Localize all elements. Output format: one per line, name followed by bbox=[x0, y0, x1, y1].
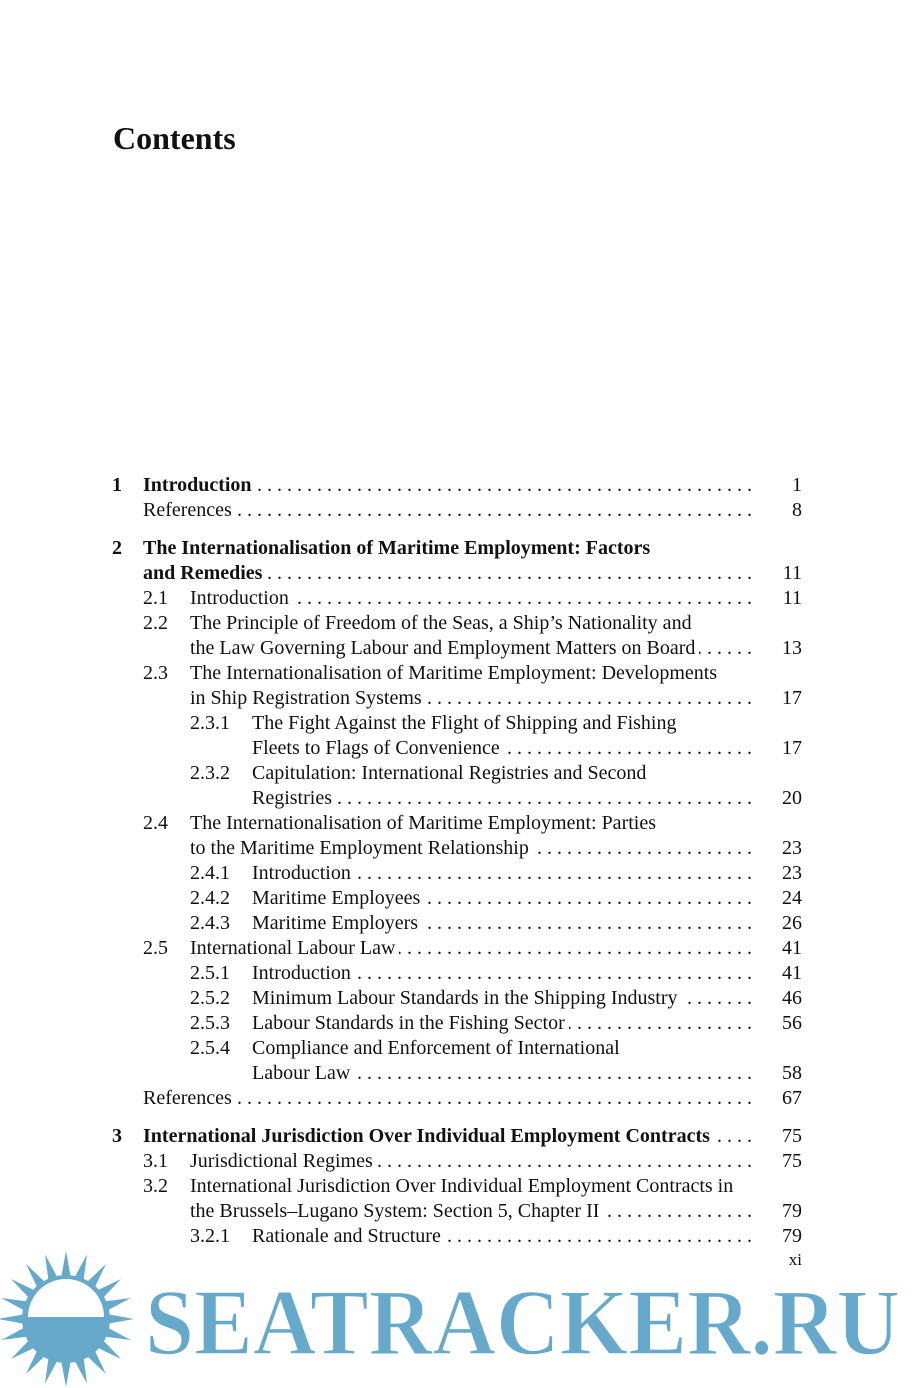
toc-entry-title[interactable]: Introduction bbox=[252, 962, 351, 984]
toc-entry-title[interactable]: Maritime Employers bbox=[252, 912, 419, 934]
toc-line bbox=[0, 1011, 915, 1036]
toc-page-number[interactable]: 17 bbox=[782, 737, 802, 759]
toc-entry-title[interactable]: References bbox=[143, 1087, 232, 1109]
toc-entry-number: 2.5.1 bbox=[190, 962, 230, 984]
toc-entry-title[interactable]: Capitulation: International Registries and Second bbox=[252, 762, 647, 784]
sun-icon bbox=[0, 1252, 134, 1387]
toc-line bbox=[0, 1036, 915, 1061]
toc-entry[interactable] bbox=[0, 1224, 915, 1249]
toc-line bbox=[0, 586, 915, 611]
dot-leader bbox=[399, 936, 752, 961]
toc-page-number[interactable]: 17 bbox=[782, 687, 802, 709]
toc-entry[interactable] bbox=[0, 761, 915, 811]
toc-page-number[interactable]: 79 bbox=[782, 1225, 802, 1247]
toc-entry[interactable] bbox=[0, 861, 915, 886]
toc-page-number[interactable]: 8 bbox=[792, 499, 802, 521]
dot-leader bbox=[424, 886, 752, 911]
toc-entry-number: 2.4.1 bbox=[190, 862, 230, 884]
dot-leader bbox=[603, 1199, 752, 1224]
toc-entry-number: 2.5.2 bbox=[190, 987, 230, 1009]
toc-entry-number: 3.2.1 bbox=[190, 1225, 230, 1247]
toc-line bbox=[0, 911, 915, 936]
toc-entry-title[interactable]: International Jurisdiction Over Individual Employment Contracts in bbox=[190, 1175, 734, 1197]
toc-entry-title[interactable]: Compliance and Enforcement of International bbox=[252, 1037, 620, 1059]
toc-page-number[interactable]: 26 bbox=[782, 912, 802, 934]
toc-line bbox=[0, 1149, 915, 1174]
toc-line bbox=[0, 1224, 915, 1249]
toc-entry-number: 2.4.2 bbox=[190, 887, 230, 909]
dot-leader bbox=[236, 498, 752, 523]
toc-entry[interactable] bbox=[0, 711, 915, 761]
toc-entry-title[interactable]: the Law Governing Labour and Employment Matters on Board bbox=[190, 637, 696, 659]
toc-entry-number: 2.5 bbox=[143, 937, 168, 959]
toc-entry[interactable] bbox=[0, 586, 915, 611]
dot-leader bbox=[699, 636, 752, 661]
toc-entry-title[interactable]: References bbox=[143, 499, 232, 521]
toc-entry-title[interactable]: Labour Standards in the Fishing Sector bbox=[252, 1012, 565, 1034]
toc-page-number[interactable]: 23 bbox=[782, 837, 802, 859]
toc-entry[interactable] bbox=[0, 811, 915, 861]
toc-line bbox=[0, 961, 915, 986]
toc-entry-number: 2.1 bbox=[143, 587, 168, 609]
toc-entry-title[interactable]: Maritime Employees bbox=[252, 887, 421, 909]
toc-entry-title[interactable]: Fleets to Flags of Convenience bbox=[252, 737, 500, 759]
toc-line bbox=[0, 986, 915, 1011]
toc-entry-title[interactable]: Rationale and Structure bbox=[252, 1225, 441, 1247]
toc-entry-title[interactable]: in Ship Registration Systems bbox=[190, 687, 422, 709]
toc-entry[interactable] bbox=[0, 911, 915, 936]
toc-entry-number: 2 bbox=[112, 537, 122, 559]
dot-leader bbox=[533, 836, 752, 861]
toc-line bbox=[0, 861, 915, 886]
page-number: xi bbox=[788, 1250, 802, 1269]
toc-entry-title[interactable]: the Brussels–Lugano System: Section 5, Chapter II bbox=[190, 1200, 600, 1222]
dot-leader bbox=[377, 1149, 752, 1174]
toc-line bbox=[0, 886, 915, 911]
toc-page-number[interactable]: 24 bbox=[782, 887, 802, 909]
toc-entry-number: 3 bbox=[112, 1125, 122, 1147]
toc-line bbox=[0, 811, 915, 836]
toc-page-number[interactable]: 58 bbox=[782, 1062, 802, 1084]
toc-page-number[interactable]: 13 bbox=[782, 637, 802, 659]
toc-entry[interactable] bbox=[0, 936, 915, 961]
toc-line bbox=[0, 636, 915, 661]
dot-leader bbox=[336, 786, 752, 811]
toc-page-number[interactable]: 41 bbox=[782, 937, 802, 959]
toc-entry[interactable] bbox=[0, 886, 915, 911]
toc-line bbox=[0, 1174, 915, 1199]
toc-entry[interactable] bbox=[0, 473, 915, 498]
toc-entry-title[interactable]: The Principle of Freedom of the Seas, a Ship’s Nationality and bbox=[190, 612, 692, 634]
toc-page-number[interactable]: 75 bbox=[782, 1150, 802, 1172]
toc-line bbox=[0, 473, 915, 498]
toc-entry-number: 2.3.1 bbox=[190, 712, 230, 734]
toc-line bbox=[0, 561, 915, 586]
toc-entry-title[interactable]: Introduction bbox=[143, 474, 252, 496]
toc-entry-title[interactable]: The Internationalisation of Maritime Employment: Parties bbox=[190, 812, 656, 834]
toc-entry-number: 2.4.3 bbox=[190, 912, 230, 934]
toc-entry-title[interactable]: Introduction bbox=[252, 862, 351, 884]
toc-entry-number: 2.2 bbox=[143, 612, 168, 634]
toc-entry[interactable] bbox=[0, 986, 915, 1011]
toc-line bbox=[0, 1086, 915, 1111]
toc-entry[interactable] bbox=[0, 1149, 915, 1174]
dot-leader bbox=[445, 1224, 752, 1249]
toc-page-number[interactable]: 75 bbox=[782, 1125, 802, 1147]
toc-page-number[interactable]: 41 bbox=[782, 962, 802, 984]
toc-entry-number: 1 bbox=[112, 474, 122, 496]
dot-leader bbox=[293, 586, 752, 611]
toc-page-number[interactable]: 20 bbox=[782, 787, 802, 809]
toc-line bbox=[0, 1199, 915, 1224]
dot-leader bbox=[236, 1086, 752, 1111]
dot-leader bbox=[504, 736, 752, 761]
toc-entry-title[interactable]: The Fight Against the Flight of Shipping and Fishing bbox=[252, 712, 677, 734]
dot-leader bbox=[355, 861, 752, 886]
toc-line bbox=[0, 661, 915, 686]
toc-line bbox=[0, 1124, 915, 1149]
toc-line bbox=[0, 1061, 915, 1086]
toc-entry-number: 2.4 bbox=[143, 812, 168, 834]
toc-entry[interactable] bbox=[0, 1124, 915, 1149]
toc-entry[interactable] bbox=[0, 611, 915, 661]
toc-entry[interactable] bbox=[0, 536, 915, 586]
toc-line bbox=[0, 936, 915, 961]
toc-page-number[interactable]: 79 bbox=[782, 1200, 802, 1222]
toc-page-number[interactable]: 1 bbox=[792, 474, 802, 496]
toc-page-number[interactable]: 11 bbox=[782, 562, 802, 584]
dot-leader bbox=[256, 473, 752, 498]
watermark-text: SEATRACKER.RU bbox=[145, 1271, 900, 1375]
dot-leader bbox=[266, 561, 752, 586]
toc-entry[interactable] bbox=[0, 1086, 915, 1111]
page-title: Contents bbox=[113, 120, 236, 156]
dot-leader bbox=[714, 1124, 752, 1149]
toc-entry-title[interactable]: International Jurisdiction Over Individual Employment Contracts bbox=[143, 1125, 710, 1147]
toc-page-number[interactable]: 46 bbox=[782, 987, 802, 1009]
toc-line bbox=[0, 736, 915, 761]
toc-entry-title[interactable]: The Internationalisation of Maritime Employment: Developments bbox=[190, 662, 718, 684]
toc-line bbox=[0, 711, 915, 736]
dot-leader bbox=[422, 911, 752, 936]
toc-page-number[interactable]: 23 bbox=[782, 862, 802, 884]
toc-entry-title[interactable]: The Internationalisation of Maritime Employment: Factors bbox=[143, 537, 651, 559]
toc-entry[interactable] bbox=[0, 661, 915, 711]
toc-line bbox=[0, 611, 915, 636]
toc-entry-number: 3.2 bbox=[143, 1175, 168, 1197]
toc-line bbox=[0, 686, 915, 711]
toc-entry-title[interactable]: to the Maritime Employment Relationship bbox=[190, 837, 529, 859]
toc-page-number[interactable]: 11 bbox=[782, 587, 802, 609]
toc-entry[interactable] bbox=[0, 498, 915, 523]
toc-page-number[interactable]: 56 bbox=[782, 1012, 802, 1034]
toc-entry[interactable] bbox=[0, 1036, 915, 1086]
table-of-contents bbox=[0, 473, 915, 1249]
toc-entry-number: 2.5.4 bbox=[190, 1037, 230, 1059]
toc-entry[interactable] bbox=[0, 1011, 915, 1036]
toc-entry[interactable] bbox=[0, 1174, 915, 1224]
toc-entry-title[interactable]: Introduction bbox=[190, 587, 289, 609]
toc-entry-number: 2.3.2 bbox=[190, 762, 230, 784]
toc-page-number[interactable]: 67 bbox=[782, 1087, 802, 1109]
toc-line bbox=[0, 836, 915, 861]
toc-entry-title[interactable]: Minimum Labour Standards in the Shipping Industry bbox=[252, 987, 678, 1009]
toc-line bbox=[0, 536, 915, 561]
watermark-logo bbox=[0, 1252, 915, 1388]
toc-entry[interactable] bbox=[0, 961, 915, 986]
toc-entry-number: 2.3 bbox=[143, 662, 168, 684]
toc-entry-title[interactable]: Jurisdictional Regimes bbox=[190, 1150, 373, 1172]
toc-line bbox=[0, 786, 915, 811]
toc-line bbox=[0, 761, 915, 786]
toc-entry-number: 3.1 bbox=[143, 1150, 168, 1172]
dot-leader bbox=[569, 1011, 752, 1036]
dot-leader bbox=[682, 986, 752, 1011]
toc-entry-title[interactable]: and Remedies bbox=[143, 562, 263, 584]
toc-entry-title[interactable]: Labour Law bbox=[252, 1062, 351, 1084]
dot-leader bbox=[354, 1061, 752, 1086]
toc-entry-title[interactable]: Registries bbox=[252, 787, 332, 809]
dot-leader bbox=[426, 686, 752, 711]
toc-entry-title[interactable]: International Labour Law bbox=[190, 937, 396, 959]
dot-leader bbox=[355, 961, 752, 986]
toc-line bbox=[0, 498, 915, 523]
toc-entry-number: 2.5.3 bbox=[190, 1012, 230, 1034]
